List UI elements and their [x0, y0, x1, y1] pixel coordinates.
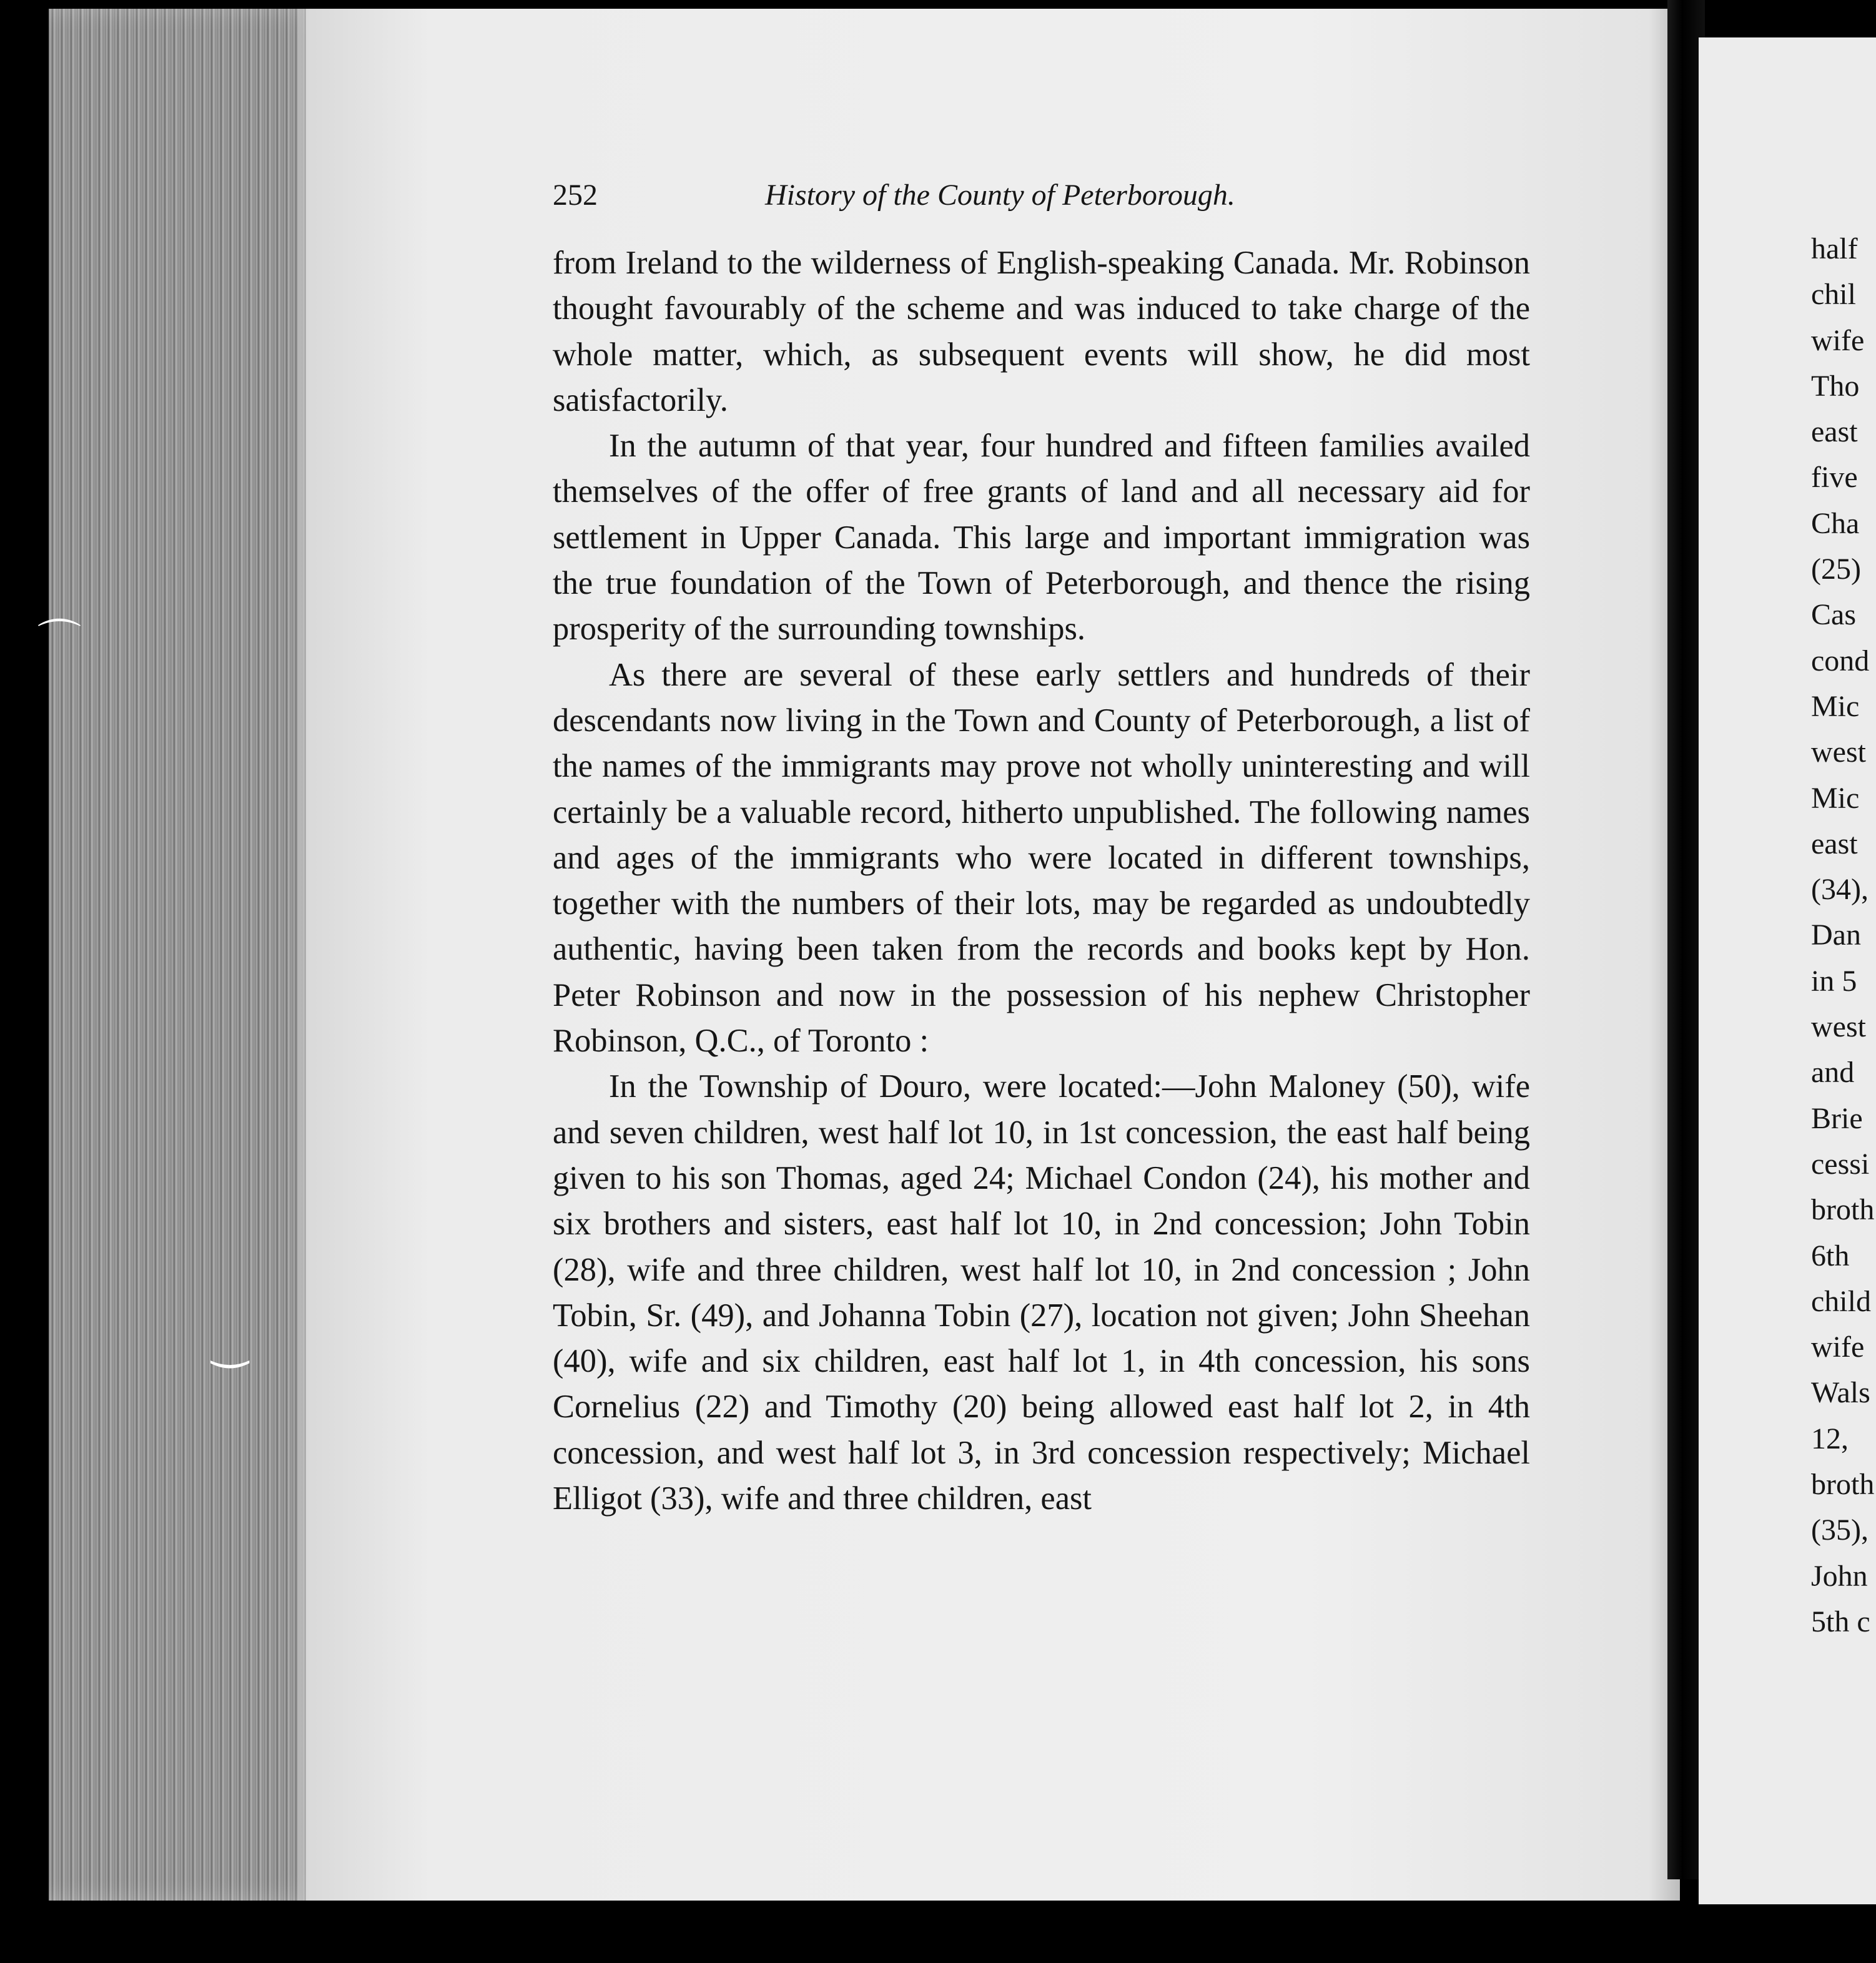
facing-page-line: (35), [1811, 1513, 1869, 1547]
scan-artifact-mark: ‿ [212, 1317, 248, 1369]
facing-page-line: Mic [1811, 689, 1860, 723]
facing-page-line: broth [1811, 1193, 1875, 1227]
facing-page-line: Cha [1811, 506, 1860, 540]
facing-page-line: John [1811, 1559, 1868, 1593]
facing-page-line: east [1811, 827, 1858, 860]
facing-page-line: wife [1811, 1331, 1865, 1364]
facing-page-line: west [1811, 736, 1866, 769]
paragraph-immigration: In the autumn of that year, four hundred and fifteen families availed themselves of the offer of free grants of land and all necessary aid for settlement in Upper Canada. This large and important immigration was the true foundation of the Town of Peterborough, and thence the rising prosperity of the surrounding townships. [553, 428, 1530, 647]
facing-page-line: broth [1811, 1468, 1875, 1502]
facing-page-line: in 5 [1811, 964, 1857, 998]
page-content [553, 178, 1530, 1522]
facing-page-line: 12, [1811, 1422, 1849, 1455]
facing-page-line: half [1811, 232, 1858, 265]
facing-page-line: and [1811, 1056, 1855, 1090]
paragraph-douro: In the Township of Douro, were located:—John Maloney (50), wife and seven children, west half lot 10, in 1st concession, the east half being given to his son Thomas, aged 24; Michael Condon (24), his mother and six brothers and sisters, east half lot 10, in 2nd concession; John Tobin (28), wife and three children, west half lot 10, in 2nd concession ; John Tobin, Sr. (49), and Johanna Tobin (27), location not given; John Sheehan (40), wife and six children, east half lot 1, in 4th concession, his sons Cornelius (22) and Timothy (20) being allowed east half lot 2, in 4th concession, and west half lot 3, in 3rd concession respectively; Michael Elligot (33), wife and three children, east [553, 1068, 1530, 1517]
facing-page-line: (25) [1811, 553, 1861, 586]
facing-page-line: 5th c [1811, 1605, 1870, 1638]
paragraph-continuation: from Ireland to the wilderness of English-speaking Canada. Mr. Robinson thought favourably of the scheme and was induced to take charge of the whole matter, which, as subsequent events will show, he did most satisfactorily. [553, 245, 1530, 418]
facing-page-line: west [1811, 1010, 1866, 1044]
facing-page-line: Dan [1811, 918, 1861, 952]
scan-artifact-mark: ⌒ [37, 615, 81, 666]
facing-page-text [1811, 226, 1876, 1645]
facing-page-line: child [1811, 1284, 1871, 1318]
facing-page-line: Cas [1811, 598, 1856, 632]
page-number: 252 [553, 179, 598, 212]
page-header [553, 178, 1530, 215]
facing-page-line: 6th [1811, 1239, 1850, 1272]
paragraph-list-intro: As there are several of these early settlers and hundreds of their descendants now living in the Town and County of Peterborough, a list of the names of the immigrants may prove not wholly uninteresting and will certainly be a valuable record, hitherto unpublished. The following names and ages of the immigrants who were located in different townships, together with the numbers of their lots, may be regarded as undoubtedly authentic, having been taken from the records and books kept by Hon. Peter Robinson and now in the possession of his nephew Christopher Robinson, Q.C., of Toronto : [553, 656, 1530, 1060]
facing-page-line: Tho [1811, 369, 1860, 403]
facing-page-line: cessi [1811, 1147, 1870, 1181]
facing-page-line: Brie [1811, 1101, 1863, 1135]
facing-page-line: wife [1811, 323, 1865, 357]
facing-page-line: cond [1811, 644, 1870, 677]
facing-page-line: east [1811, 415, 1858, 449]
facing-page-line: Mic [1811, 781, 1860, 815]
facing-page-line: Wals [1811, 1376, 1870, 1410]
running-title: History of the County of Peterborough. [765, 179, 1235, 212]
facing-page-line: chil [1811, 278, 1856, 312]
facing-page-line: (34), [1811, 873, 1869, 907]
facing-page-line: five [1811, 461, 1858, 494]
page-edges [49, 9, 323, 1901]
